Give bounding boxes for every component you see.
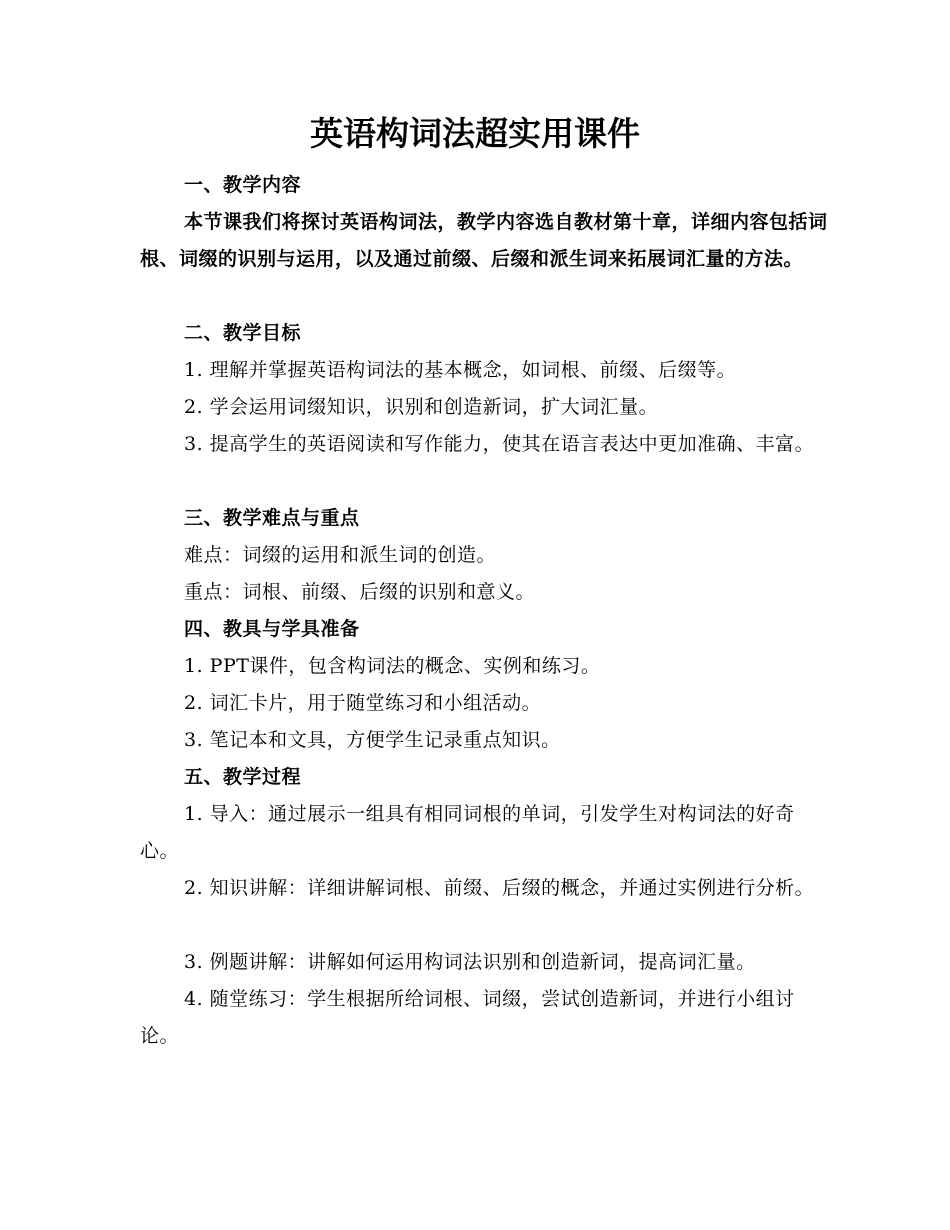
objective-item-3: 3. 提高学生的英语阅读和写作能力，使其在语言表达中更加准确、丰富。 — [184, 433, 815, 455]
material-item-1: 1. PPT课件，包含构词法的概念、实例和练习。 — [184, 655, 601, 677]
section-heading-process: 五、教学过程 — [184, 766, 302, 788]
section-heading-difficulties: 三、教学难点与重点 — [184, 507, 360, 529]
material-item-2: 2. 词汇卡片，用于随堂练习和小组活动。 — [184, 692, 542, 714]
difficulty-item: 难点：词缀的运用和派生词的创造。 — [184, 544, 497, 566]
process-item-3: 3. 例题讲解：讲解如何运用构词法识别和创造新词，提高词汇量。 — [184, 951, 756, 973]
process-item-4: 4. 随堂练习：学生根据所给词根、词缀，尝试创造新词，并进行小组讨论。 — [140, 988, 795, 1047]
key-point-item: 重点：词根、前缀、后缀的识别和意义。 — [184, 581, 536, 603]
material-item-3: 3. 笔记本和文具，方便学生记录重点知识。 — [184, 729, 561, 751]
objective-item-2: 2. 学会运用词缀知识，识别和创造新词，扩大词汇量。 — [184, 396, 659, 418]
section-heading-content: 一、教学内容 — [184, 174, 302, 196]
section-heading-objectives: 二、教学目标 — [184, 322, 302, 344]
section-heading-materials: 四、教具与学具准备 — [184, 618, 360, 640]
process-item-1: 1. 导入：通过展示一组具有相同词根的单词，引发学生对构词法的好奇心。 — [140, 803, 795, 862]
objective-item-1: 1. 理解并掌握英语构词法的基本概念，如词根、前缀、后缀等。 — [184, 359, 737, 381]
document-title: 英语构词法超实用课件 — [310, 114, 640, 153]
content-paragraph: 本节课我们将探讨英语构词法，教学内容选自教材第十章，详细内容包括词根、词缀的识别与运用，以及通过前缀、后缀和派生词来拓展词汇量的方法。 — [140, 211, 828, 270]
process-item-2: 2. 知识讲解：详细讲解词根、前缀、后缀的概念，并通过实例进行分析。 — [184, 877, 815, 899]
